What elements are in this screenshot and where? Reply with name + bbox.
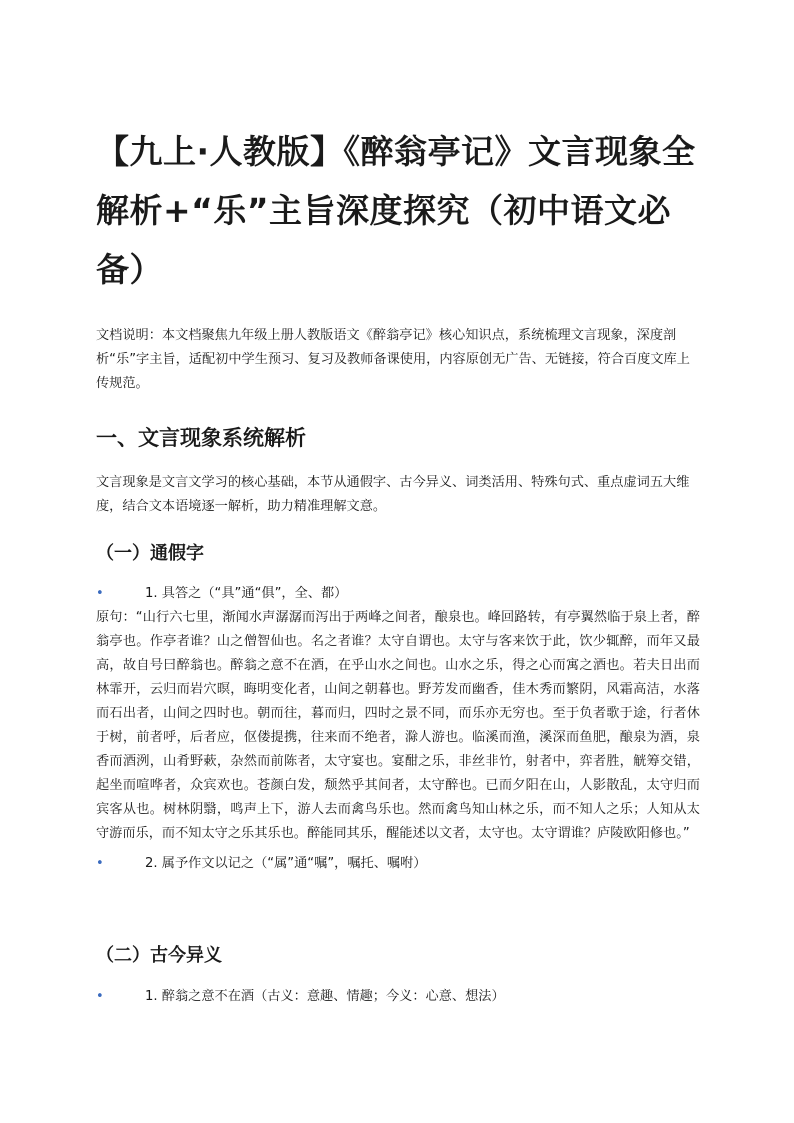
list-item	[96, 985, 700, 1009]
original-text-quote: 原句：“山行六七里，渐闻水声潺潺而泻出于两峰之间者，酿泉也。峰回路转，有亭翼然临于泉上者，醉翁亭也。作亭者谁？山之僧智仙也。名之者谁？太守自谓也。太守与客来饮于此，饮少辄醉，而年又最高，故自号曰醉翁也。醉翁之意不在酒，在乎山水之间也。山水之乐，得之心而寓之酒也。若夫日出而林霏开，云归而岩穴暝，晦明变化者，山间之朝暮也。野芳发而幽香，佳木秀而繁阴，风霜高洁，水落而石出者，山间之四时也。朝而往，暮而归，四时之景不同，而乐亦无穷也。至于负者歌于途，行者休于树，前者呼，后者应，伛偻提携，往来而不绝者，滁人游也。临溪而渔，溪深而鱼肥，酿泉为酒，泉香而酒洌，山肴野蔌，杂然而前陈者，太守宴也。宴酣之乐，非丝非竹，射者中，弈者胜，觥筹交错，起坐而喧哗者，众宾欢也。苍颜白发，颓然乎其间者，太守醉也。已而夕阳在山，人影散乱，太守归而宾客从也。树林阴翳，鸣声上下，游人去而禽鸟乐也。然而禽鸟知山林之乐，而不知人之乐；人知从太守游而乐，而不知太守之乐其乐也。醉能同其乐，醒能述以文者，太守也。太守谓谁？庐陵欧阳修也。”	[96, 610, 700, 841]
list-item-text: 2. 属予作文以记之（“属”通“嘱”，嘱托、嘱咐）	[145, 856, 427, 871]
subsection-heading-gujinyiyi: （二）古今异义	[96, 945, 222, 966]
subsection-heading-tongjiazi: （一）通假字	[96, 543, 204, 564]
list-item	[96, 582, 700, 606]
document-title: 【九上·人教版】《醉翁亭记》文言现象全解析+“乐”主旨深度探究（初中语文必备）	[96, 132, 696, 289]
list-item-text: 1. 醉翁之意不在酒（古义：意趣、情趣；今义：心意、想法）	[145, 989, 505, 1004]
section-intro-text: 文言现象是文言文学习的核心基础，本节从通假字、古今异义、词类活用、特殊句式、重点虚词五大维度，结合文本语境逐一解析，助力精准理解文意。	[96, 475, 690, 514]
bullet-icon: •	[96, 586, 104, 601]
list-item-text: 1. 具答之（“具”通“俱”，全、都）	[145, 586, 348, 601]
document-intro: 文档说明：本文档聚焦九年级上册人教版语文《醉翁亭记》核心知识点，系统梳理文言现象，深度剖析“乐”字主旨，适配初中学生预习、复习及教师备课使用，内容原创无广告、无链接，符合百度文库上传规范。	[96, 328, 690, 391]
bullet-icon: •	[96, 856, 104, 871]
section-heading-wenyan: 一、文言现象系统解析	[96, 426, 306, 450]
list-item	[96, 852, 700, 876]
bullet-icon: •	[96, 989, 104, 1004]
subsection-gujinyiyi	[96, 942, 700, 970]
gujinyiyi-list	[96, 985, 700, 1009]
subsection-tongjiazi	[96, 540, 700, 568]
section-intro	[96, 471, 700, 519]
tongjiazi-list	[96, 582, 700, 876]
